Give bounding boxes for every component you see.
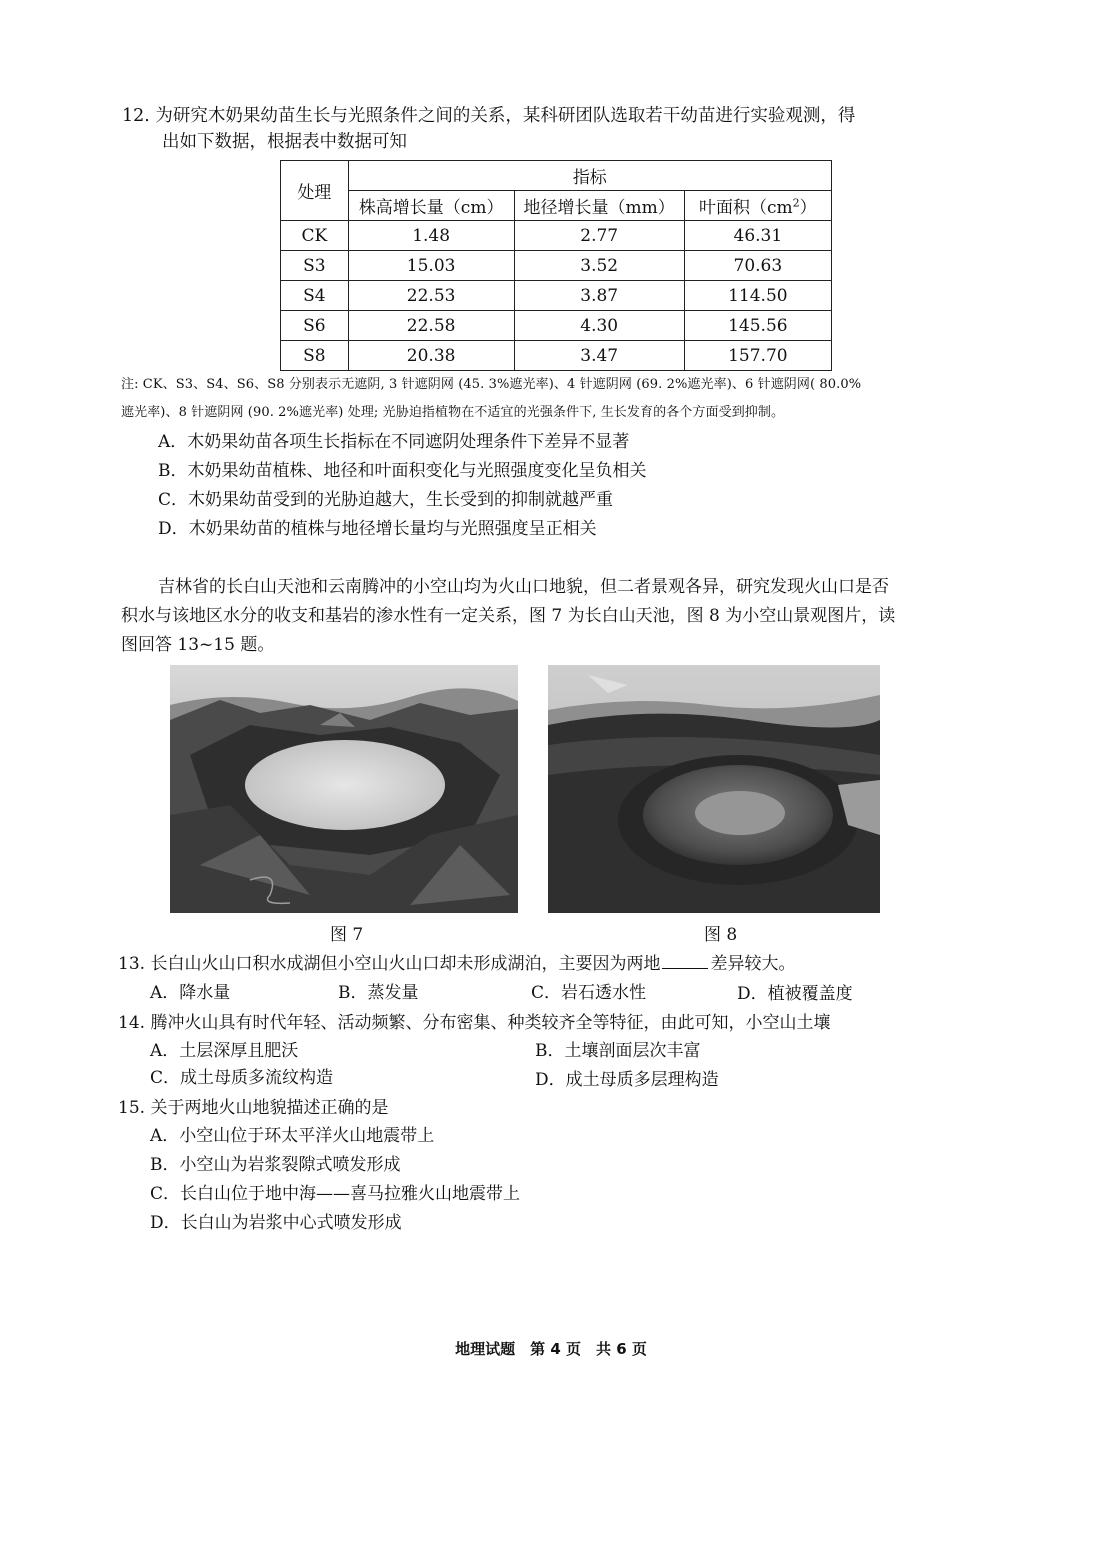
figure-8-dry-crater-photo: [548, 665, 880, 913]
q12-stem-line2: 出如下数据，根据表中数据可知: [162, 132, 407, 152]
cell-leaf: 145.56: [684, 311, 831, 341]
figure-7-caption: 图 7: [330, 925, 364, 945]
cell-diameter: 2.77: [514, 221, 684, 251]
q12-number: 12.: [122, 106, 150, 126]
header-leaf-area-prefix: 叶面积（cm: [699, 198, 793, 218]
q12-stem-text: 为研究木奶果幼苗生长与光照条件之间的关系，某科研团队选取若干幼苗进行实验观测，得: [155, 106, 856, 126]
cell-leaf: 157.70: [684, 341, 831, 371]
q12-option-a: A．木奶果幼苗各项生长指标在不同遮阴处理条件下差异不显著: [158, 432, 630, 452]
cell-diameter: 3.47: [514, 341, 684, 371]
table-subheader-row: [281, 191, 832, 221]
cell-leaf: 114.50: [684, 281, 831, 311]
cell-diameter: 4.30: [514, 311, 684, 341]
page-footer: 地理试题 第 4 页 共 6 页: [455, 1340, 647, 1358]
passage-line3: 图回答 13~15 题。: [121, 635, 275, 655]
header-leaf-area: [684, 191, 831, 221]
cell-height: 22.53: [348, 281, 514, 311]
q15-stem-text: 关于两地火山地貌描述正确的是: [150, 1098, 389, 1118]
q14-stem-text: 腾冲火山具有时代年轻、活动频繁、分布密集、种类较齐全等特征，由此可知，小空山土壤: [150, 1013, 831, 1033]
q14-option-d: D．成土母质多层理构造: [535, 1070, 719, 1090]
header-indicator-group: 指标: [348, 161, 831, 191]
q12-note-line2: 遮光率)、8 针遮阴网 (90. 2%遮光率) 处理; 光胁迫指植物在不适宜的光强条件下, 生长发育的各个方面受到抑制。: [121, 405, 785, 420]
header-height-growth: 株高增长量（cm）: [348, 191, 514, 221]
cell-leaf: 46.31: [684, 221, 831, 251]
figure-7-crater-lake-photo: [170, 665, 518, 913]
q14-option-b: B．土壤剖面层次丰富: [535, 1041, 701, 1061]
q14-number: 14.: [118, 1013, 146, 1033]
q15-option-c: C．长白山位于地中海——喜马拉雅火山地震带上: [150, 1184, 521, 1204]
cell-height: 20.38: [348, 341, 514, 371]
cell-height: 1.48: [348, 221, 514, 251]
q12-note-line1: 注: CK、S3、S4、S6、S8 分别表示无遮阴, 3 针遮阴网 (45. 3%遮光率)、4 针遮阴网 (69. 2%遮光率)、6 针遮阴网( 80.0%: [121, 377, 862, 392]
table-row: [281, 341, 832, 371]
q15-stem: [118, 1097, 388, 1119]
q14-option-a: A．土层深厚且肥沃: [150, 1041, 299, 1061]
q12-data-table: [280, 160, 832, 371]
table-row: [281, 281, 832, 311]
q12-option-b: B．木奶果幼苗植株、地径和叶面积变化与光照强度变化呈负相关: [158, 461, 647, 481]
header-leaf-area-suffix: ）: [799, 198, 817, 218]
q13-option-c: C．岩石透水性: [531, 983, 647, 1003]
q14-stem: [118, 1012, 830, 1034]
cell-treatment: S8: [281, 341, 349, 371]
q13-stem-after: 差异较大。: [710, 954, 796, 974]
passage-line1: 吉林省的长白山天池和云南腾冲的小空山均为火山口地貌，但二者景观各异，研究发现火山口是否: [158, 577, 889, 597]
q15-option-b: B．小空山为岩浆裂隙式喷发形成: [150, 1155, 401, 1175]
cell-treatment: S3: [281, 251, 349, 281]
q14-option-c: C．成土母质多流纹构造: [150, 1068, 334, 1088]
table-header-row: [281, 161, 832, 191]
cell-diameter: 3.52: [514, 251, 684, 281]
table-row: [281, 221, 832, 251]
q13-answer-blank: [662, 954, 708, 969]
q15-option-d: D．长白山为岩浆中心式喷发形成: [150, 1213, 402, 1233]
q13-option-d: D．植被覆盖度: [737, 984, 853, 1004]
q15-option-a: A．小空山位于环太平洋火山地震带上: [150, 1126, 435, 1146]
table-row: [281, 251, 832, 281]
cell-height: 15.03: [348, 251, 514, 281]
cell-leaf: 70.63: [684, 251, 831, 281]
crater-lake-illustration: [170, 665, 518, 913]
cell-treatment: S6: [281, 311, 349, 341]
passage-line2: 积水与该地区水分的收支和基岩的渗水性有一定关系，图 7 为长白山天池，图 8 为小空山景观图片，读: [121, 606, 896, 626]
header-treatment: 处理: [281, 161, 349, 221]
q12-stem-line1: [122, 105, 855, 127]
figure-8-caption: 图 8: [704, 925, 738, 945]
q12-option-c: C．木奶果幼苗受到的光胁迫越大，生长受到的抑制就越严重: [158, 490, 614, 510]
cell-height: 22.58: [348, 311, 514, 341]
dry-crater-illustration: [548, 665, 880, 913]
q13-number: 13.: [118, 954, 146, 974]
q13-stem: [118, 953, 795, 975]
q13-stem-before: 长白山火山口积水成湖但小空山火山口却未形成湖泊，主要因为两地: [150, 954, 661, 974]
cell-diameter: 3.87: [514, 281, 684, 311]
cell-treatment: S4: [281, 281, 349, 311]
header-leaf-area-sup: 2: [792, 196, 800, 210]
table-row: [281, 311, 832, 341]
q13-option-b: B．蒸发量: [338, 983, 419, 1003]
header-diameter-growth: 地径增长量（mm）: [514, 191, 684, 221]
q13-option-a: A．降水量: [150, 983, 231, 1003]
q15-number: 15.: [118, 1098, 146, 1118]
cell-treatment: CK: [281, 221, 349, 251]
q12-option-d: D．木奶果幼苗的植株与地径增长量均与光照强度呈正相关: [158, 519, 597, 539]
